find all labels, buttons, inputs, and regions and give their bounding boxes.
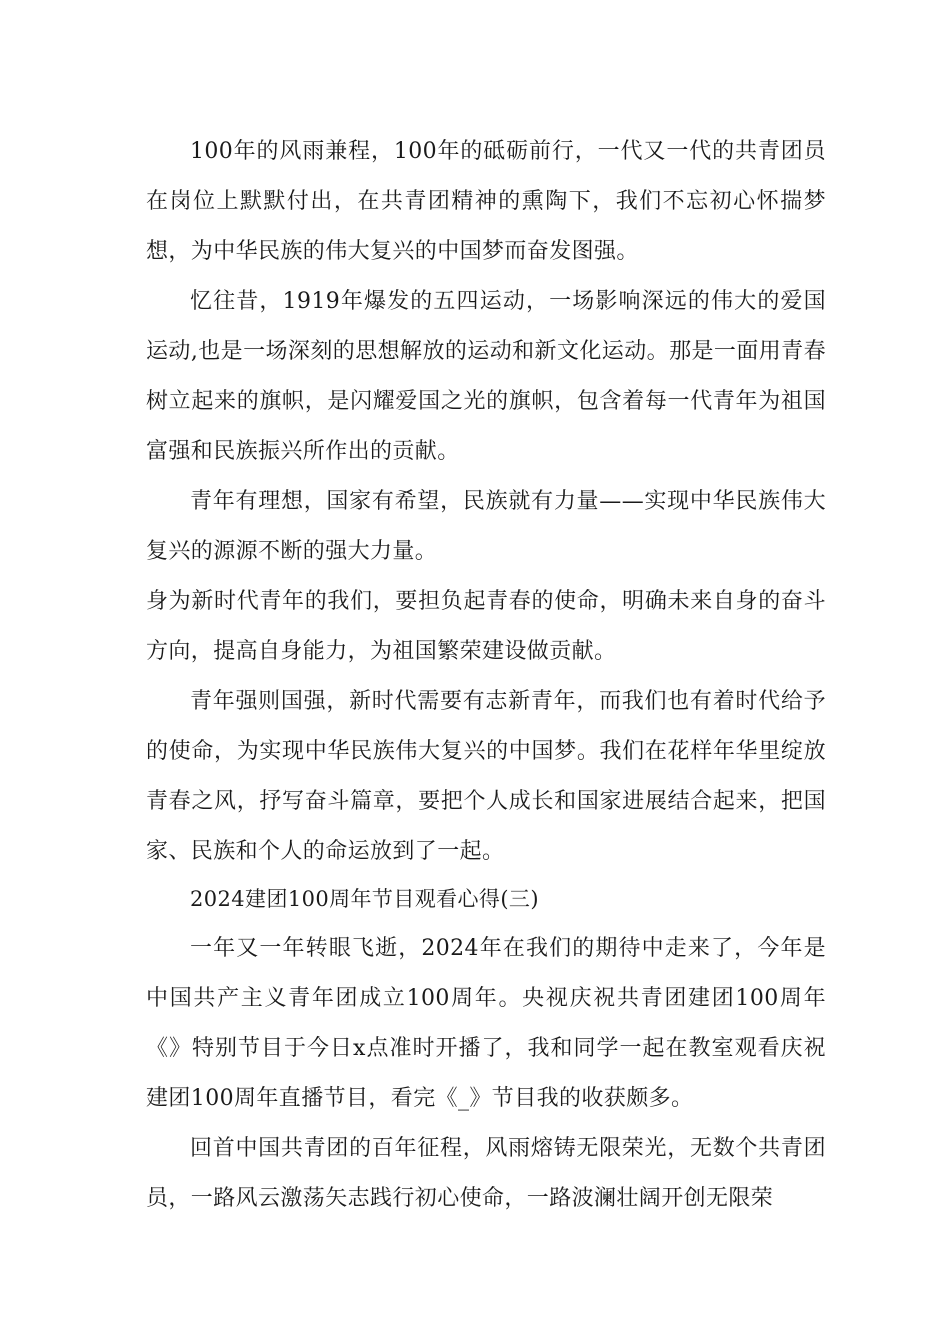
section-heading: 2024建团100周年节目观看心得(三) bbox=[190, 887, 539, 911]
paragraph-1: 100年的风雨兼程，100年的砥砺前行，一代又一代的共青团员在岗位上默默付出，在共青团精神的熏陶下，我们不忘初心怀揣梦想，为中华民族的伟大复兴的中国梦而奋发图强。 bbox=[146, 139, 826, 264]
paragraph-6: 一年又一年转眼飞逝，2024年在我们的期待中走来了，今年是中国共产主义青年团成立100周年。央视庆祝共青团建团100周年《》特别节目于今日x点准时开播了，我和同学一起在教室观看庆祝建团100周年直播节目，看完《_》节目我的收获颇多。 bbox=[146, 936, 826, 1111]
paragraph-4: 身为新时代青年的我们，要担负起青春的使命，明确未来自身的奋斗方向，提高自身能力，为祖国繁荣建设做贡献。 bbox=[146, 589, 826, 664]
paragraph-2: 忆往昔，1919年爆发的五四运动，一场影响深远的伟大的爱国运动,也是一场深刻的思想解放的运动和新文化运动。那是一面用青春树立起来的旗帜，是闪耀爱国之光的旗帜，包含着每一代青年为祖国富强和民族振兴所作出的贡献。 bbox=[146, 289, 826, 464]
paragraph-7: 回首中国共青团的百年征程，风雨熔铸无限荣光，无数个共青团员，一路风云激荡矢志践行初心使命，一路波澜壮阔开创无限荣 bbox=[146, 1136, 826, 1211]
paragraph-3: 青年有理想，国家有希望，民族就有力量——实现中华民族伟大复兴的源源不断的强大力量。 bbox=[146, 489, 826, 564]
paragraph-5: 青年强则国强，新时代需要有志新青年，而我们也有着时代给予的使命，为实现中华民族伟大复兴的中国梦。我们在花样年华里绽放青春之风，抒写奋斗篇章，要把个人成长和国家进展结合起来，把国家、民族和个人的命运放到了一起。 bbox=[146, 689, 826, 864]
